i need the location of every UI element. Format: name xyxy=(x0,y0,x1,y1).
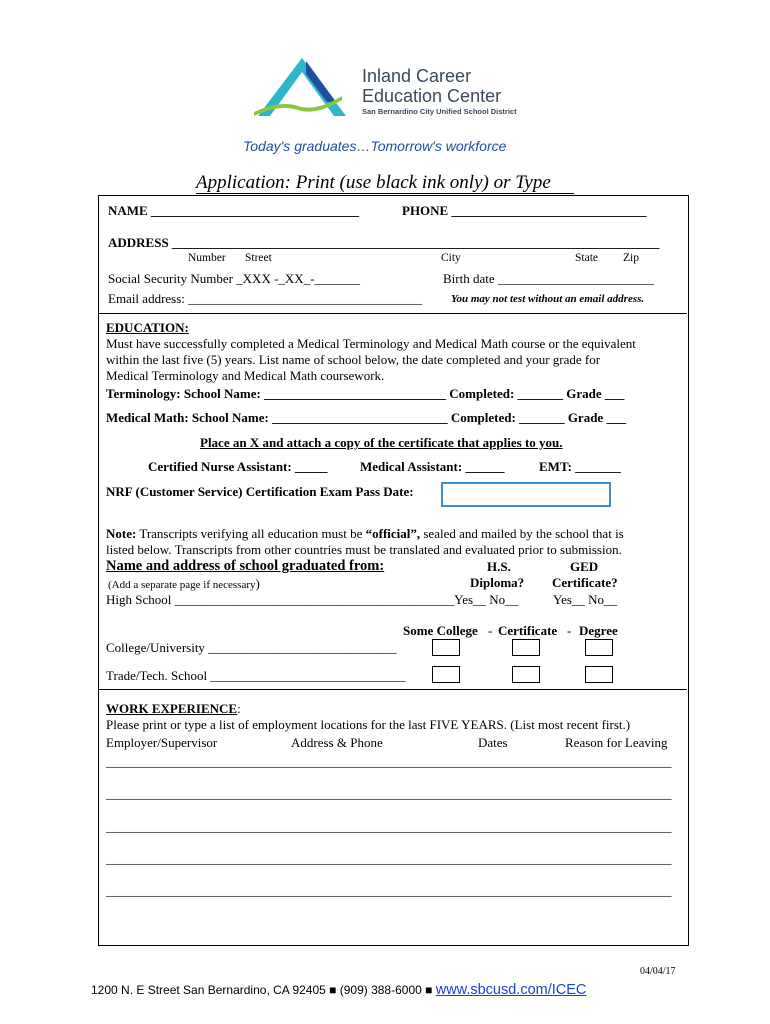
phone-field[interactable]: PHONE ______________________________ xyxy=(402,203,647,218)
college-degree-checkbox[interactable] xyxy=(585,639,613,656)
college-certificate-checkbox[interactable] xyxy=(512,639,540,656)
title-underline xyxy=(196,193,574,194)
col-dates: Dates xyxy=(478,735,508,750)
education-intro-2: within the last five (5) years. List name of school below, the date completed and your grade for xyxy=(106,352,601,367)
separate-page-text: (Add a separate page if necessary xyxy=(108,579,256,591)
ssn-field[interactable] xyxy=(108,271,360,287)
education-intro-1: Must have successfully completed a Medical Terminology and Medical Math course or the equivalent xyxy=(106,336,636,351)
name-field[interactable]: NAME ________________________________ xyxy=(108,203,359,218)
work-intro: Please print or type a list of employment locations for the last FIVE YEARS. (List most recent first.) xyxy=(106,717,631,732)
emt-field[interactable]: EMT: _______ xyxy=(539,459,621,474)
school-heading: Name and address of school graduated from: xyxy=(106,558,385,574)
trade-school-field[interactable]: Trade/Tech. School ______________________________ xyxy=(106,668,406,683)
work-heading-colon: : xyxy=(237,701,241,716)
transcript-note-1 xyxy=(106,526,624,542)
address-field[interactable]: ADDRESS ___________________________________________________________________________ xyxy=(108,235,660,250)
footer-address xyxy=(91,982,586,998)
work-row-2[interactable]: _______________________________________________________________________________________ xyxy=(106,786,672,801)
ged-col-header-1: GED xyxy=(570,559,599,574)
email-note: You may not test without an email address. xyxy=(451,293,645,305)
col-certificate: Certificate xyxy=(498,623,558,638)
hs-col-header-2: Diploma? xyxy=(470,575,525,590)
logo-title-line1: Inland Career xyxy=(362,66,472,86)
page-title: Application: Print (use black ink only) or Type xyxy=(196,172,551,193)
trade-degree-checkbox[interactable] xyxy=(585,666,613,683)
col-dash-1: - xyxy=(488,623,493,638)
ged-col-header-2: Certificate? xyxy=(552,575,618,590)
hs-col-header-1: H.S. xyxy=(487,559,511,574)
tagline: Today's graduates…Tomorrow's workforce xyxy=(243,138,507,154)
college-some-college-checkbox[interactable] xyxy=(432,639,460,656)
note-text-a: Transcripts verifying all education must be xyxy=(136,526,366,541)
ged-yes-no[interactable]: Yes__ No__ xyxy=(553,592,618,607)
logo xyxy=(250,56,550,122)
medical-assistant-field[interactable]: Medical Assistant: ______ xyxy=(360,459,505,474)
ssn-value: _XXX -_XX_-_______ xyxy=(236,271,361,286)
section-divider-2 xyxy=(99,689,687,690)
work-heading-text: WORK EXPERIENCE xyxy=(106,701,238,716)
logo-subtitle: San Bernardino City Unified School District xyxy=(362,107,517,116)
work-row-1[interactable]: _______________________________________________________________________________________ xyxy=(106,754,672,769)
trade-some-college-checkbox[interactable] xyxy=(432,666,460,683)
section-divider-1 xyxy=(99,313,687,314)
col-dash-2: - xyxy=(567,623,572,638)
address-sub-zip: Zip xyxy=(623,252,639,264)
revision-date: 04/04/17 xyxy=(640,966,676,977)
birth-date-field[interactable]: Birth date ________________________ xyxy=(443,271,654,286)
medical-math-field[interactable]: Medical Math: School Name: ___________________________ Completed: _______ Grade ___ xyxy=(106,410,626,425)
ssn-label: Social Security Number xyxy=(108,271,237,286)
work-heading xyxy=(106,701,241,717)
nrf-date-input[interactable] xyxy=(441,482,611,507)
education-intro-3: Medical Terminology and Medical Math coursework. xyxy=(106,368,385,383)
high-school-field[interactable]: High School ___________________________________________Yes__ No__ xyxy=(106,592,519,607)
nrf-label: NRF (Customer Service) Certification Exam Pass Date: xyxy=(106,484,414,499)
address-sub-street: Street xyxy=(245,252,272,264)
logo-mark-icon xyxy=(250,56,362,122)
note-official: “official”, xyxy=(365,526,421,541)
place-x-instruction: Place an X and attach a copy of the certificate that applies to you. xyxy=(200,435,563,450)
work-row-3[interactable]: _______________________________________________________________________________________ xyxy=(106,819,672,834)
logo-title-line2: Education Center xyxy=(362,86,502,106)
footer-url-link[interactable]: www.sbcusd.com/ICEC xyxy=(435,982,587,998)
college-field[interactable]: College/University _____________________________ xyxy=(106,640,397,655)
col-address-phone: Address & Phone xyxy=(291,735,383,750)
work-row-5[interactable]: _______________________________________________________________________________________ xyxy=(106,883,672,898)
cna-field[interactable]: Certified Nurse Assistant: _____ xyxy=(148,459,328,474)
footer-address-text: 1200 N. E Street San Bernardino, CA 92405 ■ (909) 388-6000 ■ xyxy=(91,983,436,997)
note-text-b: sealed and mailed by the school that is xyxy=(420,526,624,541)
separate-page-close: ) xyxy=(255,576,260,591)
address-sub-number: Number xyxy=(188,252,226,264)
separate-page-note xyxy=(108,576,260,592)
address-sub-city: City xyxy=(441,252,461,264)
col-employer: Employer/Supervisor xyxy=(106,735,218,750)
education-heading: EDUCATION: xyxy=(106,320,189,335)
terminology-field[interactable]: Terminology: School Name: ____________________________ Completed: _______ Grade ___ xyxy=(106,386,625,401)
address-sub-state: State xyxy=(575,252,598,264)
trade-certificate-checkbox[interactable] xyxy=(512,666,540,683)
col-reason: Reason for Leaving xyxy=(565,735,668,750)
transcript-note-2: listed below. Transcripts from other countries must be translated and evaluated prior to submission. xyxy=(106,542,622,557)
work-row-4[interactable]: _______________________________________________________________________________________ xyxy=(106,851,672,866)
email-field[interactable]: Email address: ____________________________________ xyxy=(108,291,423,306)
col-degree: Degree xyxy=(579,623,618,638)
col-some-college: Some College xyxy=(403,623,478,638)
note-label: Note: xyxy=(106,526,137,541)
